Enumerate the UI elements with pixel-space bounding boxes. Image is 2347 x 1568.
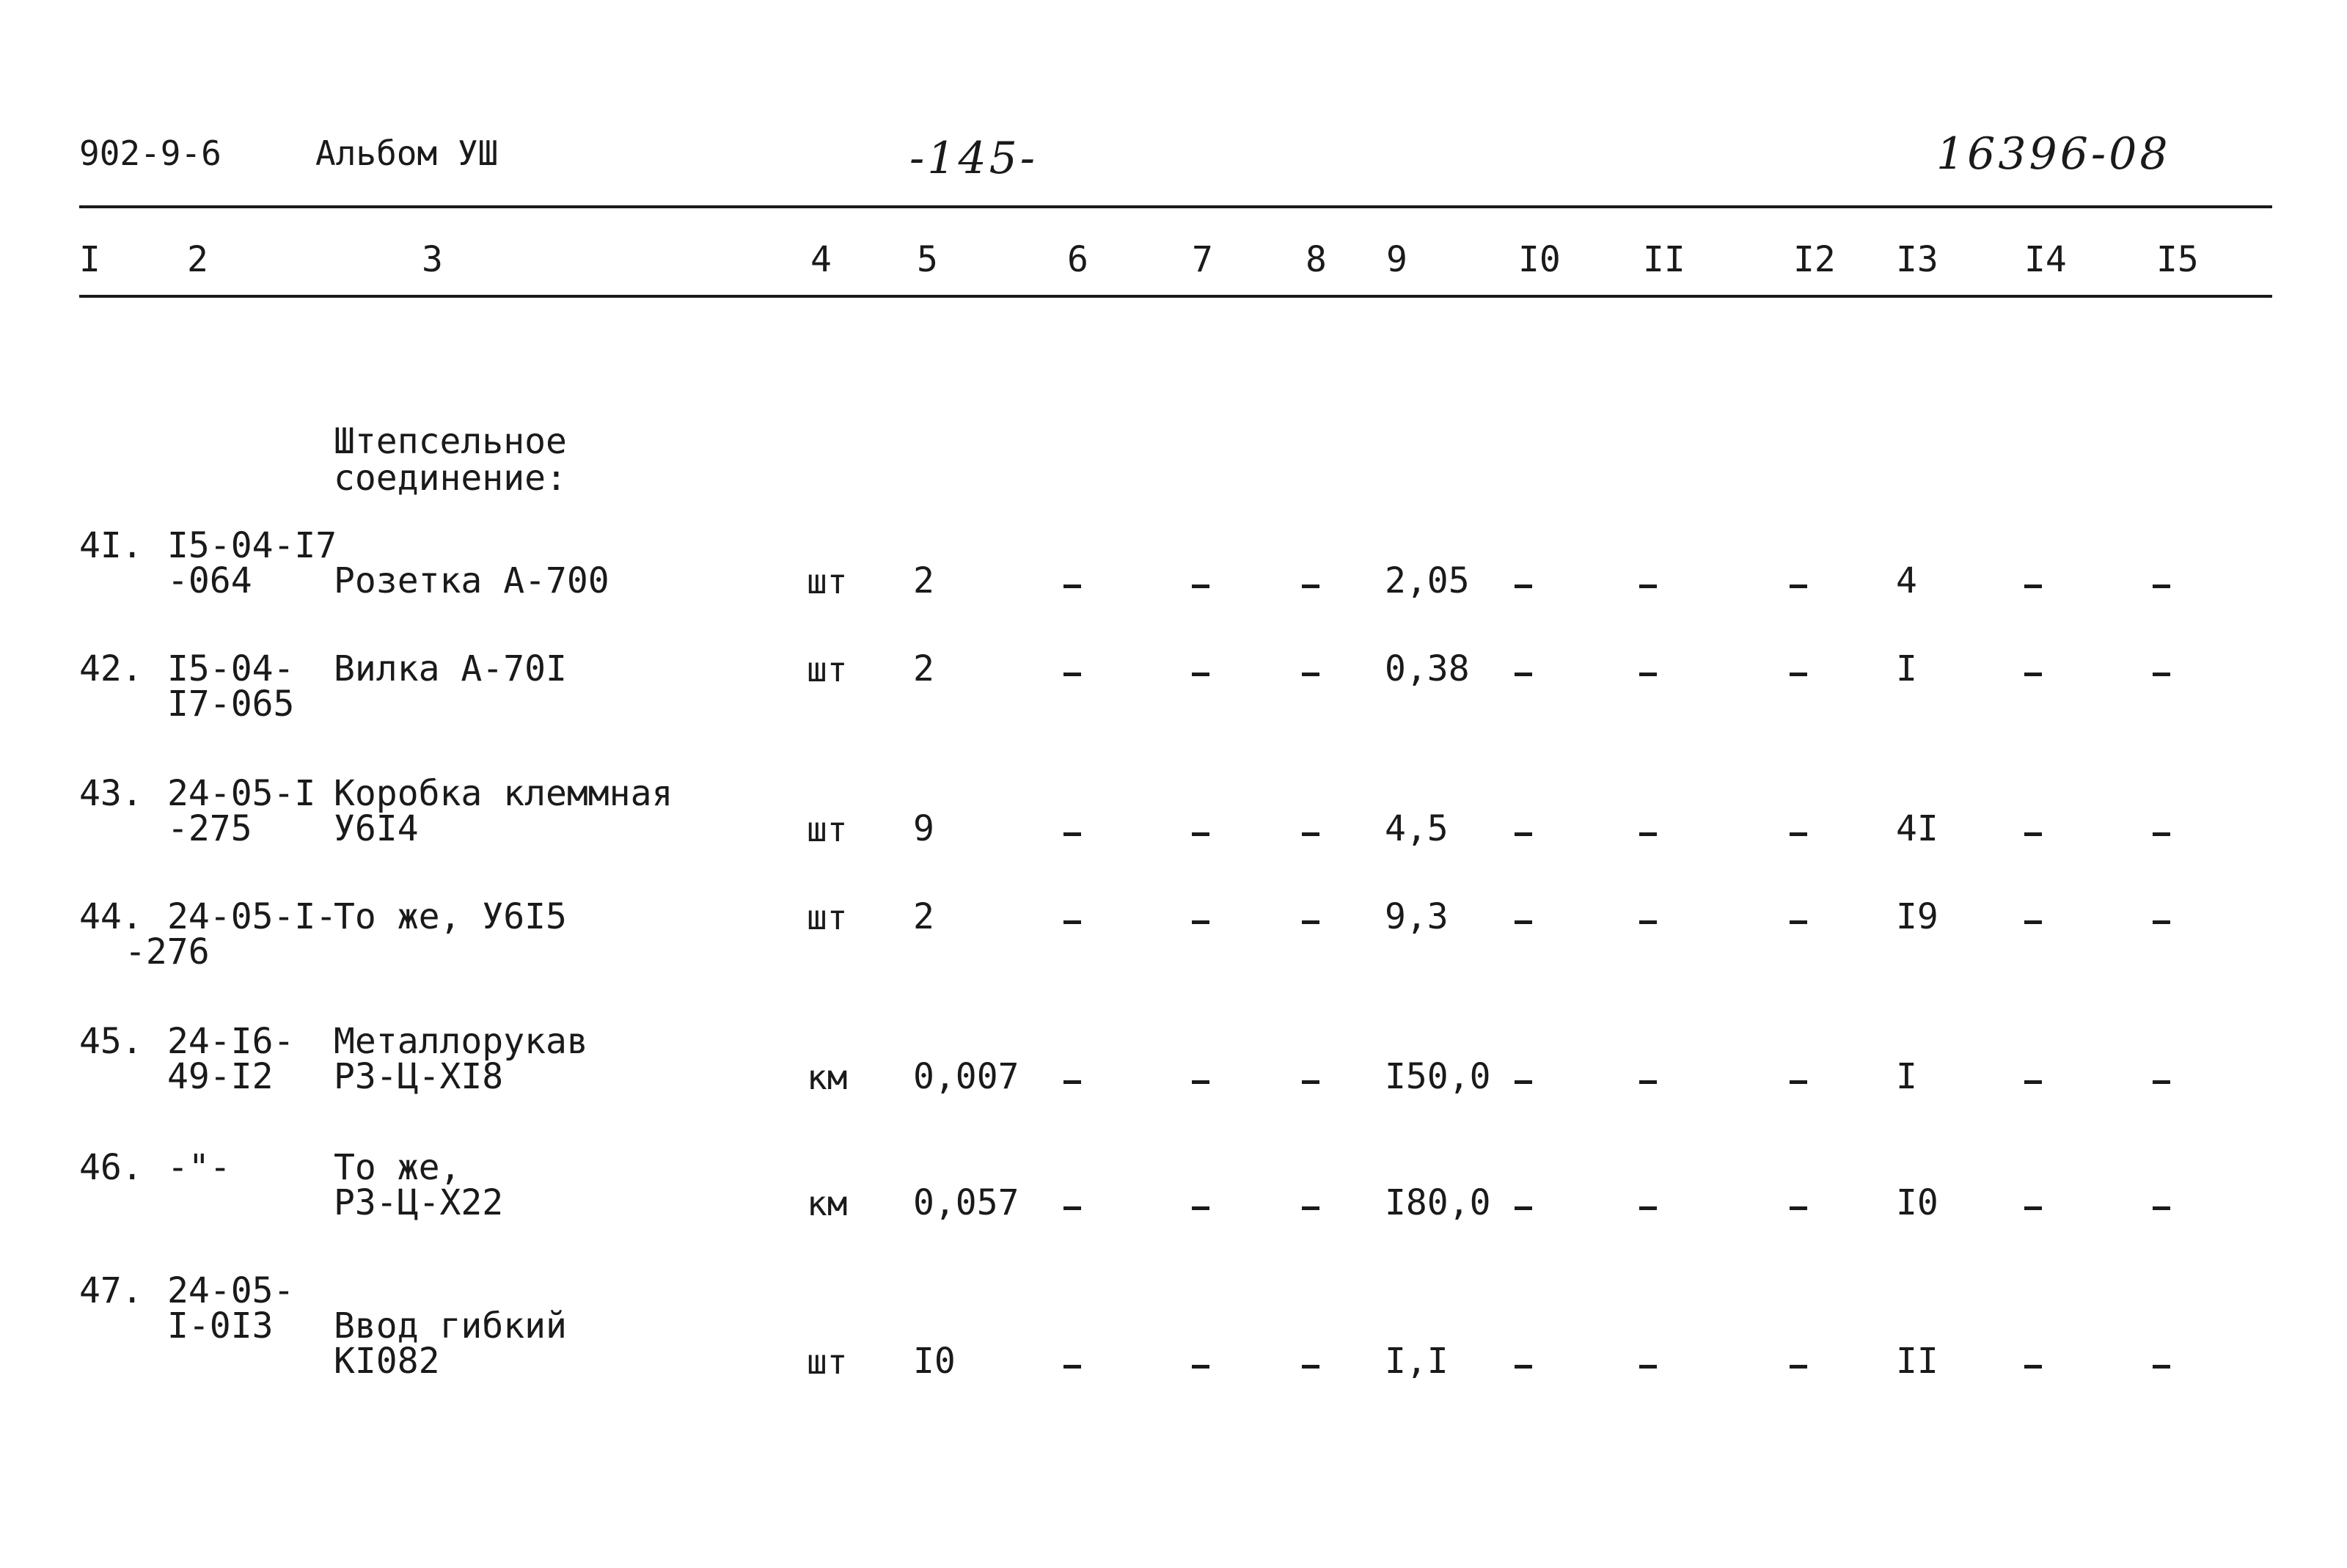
row-code: I-0I3 bbox=[167, 1305, 274, 1347]
header-rule-top bbox=[79, 205, 2272, 208]
row-price: 0,38 bbox=[1385, 648, 1470, 689]
row-number: 46. bbox=[79, 1147, 143, 1188]
row-code: I7-065 bbox=[167, 684, 295, 725]
row-dash bbox=[1063, 1206, 1081, 1210]
album-label: Альбом УШ bbox=[315, 133, 499, 173]
row-name: Ввод гибкий bbox=[334, 1305, 567, 1347]
row-dash bbox=[1790, 1365, 1807, 1369]
column-header: I2 bbox=[1793, 239, 1836, 280]
row-dash bbox=[1063, 1365, 1081, 1369]
row-dash bbox=[1515, 1365, 1532, 1369]
row-quantity: 0,007 bbox=[913, 1056, 1019, 1097]
row-dash bbox=[1063, 585, 1081, 588]
row-dash bbox=[2024, 1365, 2042, 1369]
row-unit: км bbox=[807, 1058, 848, 1097]
row-code: 24-05- bbox=[167, 1270, 295, 1311]
row-dash bbox=[2024, 1206, 2042, 1210]
row-name: Розетка А-700 bbox=[334, 560, 609, 601]
doc-number: 16396-08 bbox=[1936, 128, 2171, 180]
row-dash bbox=[1192, 1080, 1209, 1084]
row-dash bbox=[1515, 920, 1532, 924]
row-dash bbox=[1063, 920, 1081, 924]
row-code: 49-I2 bbox=[167, 1056, 274, 1097]
page-number: -145- bbox=[909, 133, 1039, 184]
row-code: 24-05-I- bbox=[167, 896, 337, 937]
row-price: I50,0 bbox=[1385, 1056, 1491, 1097]
section-title-line2: соединение: bbox=[334, 458, 567, 499]
row-dash bbox=[1639, 1206, 1657, 1210]
column-header: I3 bbox=[1896, 239, 1938, 280]
header-rule-bottom bbox=[79, 295, 2272, 298]
row-dash bbox=[1302, 1365, 1319, 1369]
column-header: I0 bbox=[1518, 239, 1561, 280]
row-dash bbox=[2024, 920, 2042, 924]
row-dash bbox=[1639, 585, 1657, 588]
row-dash bbox=[2153, 1206, 2170, 1210]
row-col13: II bbox=[1896, 1341, 1938, 1382]
column-header: 2 bbox=[187, 239, 208, 280]
row-name: Коробка клеммная bbox=[334, 773, 673, 814]
row-dash bbox=[2153, 1080, 2170, 1084]
column-header: 4 bbox=[810, 239, 832, 280]
row-dash bbox=[1063, 673, 1081, 676]
row-dash bbox=[1063, 1080, 1081, 1084]
row-dash bbox=[1302, 832, 1319, 836]
row-dash bbox=[1790, 1080, 1807, 1084]
row-col13: 4I bbox=[1896, 808, 1938, 849]
row-code: I5-04-I7 bbox=[167, 525, 337, 566]
column-header: 3 bbox=[422, 239, 443, 280]
row-dash bbox=[2153, 920, 2170, 924]
row-number: 44. bbox=[79, 896, 143, 937]
row-dash bbox=[2153, 673, 2170, 676]
row-dash bbox=[1790, 832, 1807, 836]
row-unit: шт bbox=[807, 562, 848, 601]
row-price: I80,0 bbox=[1385, 1182, 1491, 1223]
row-dash bbox=[1192, 673, 1209, 676]
row-quantity: 2 bbox=[913, 648, 934, 689]
column-header: 6 bbox=[1067, 239, 1088, 280]
row-dash bbox=[1302, 585, 1319, 588]
row-dash bbox=[1302, 1206, 1319, 1210]
row-dash bbox=[1790, 1206, 1807, 1210]
row-dash bbox=[2024, 585, 2042, 588]
row-col13: 4 bbox=[1896, 560, 1917, 601]
row-code: -275 bbox=[167, 808, 252, 849]
column-header: 7 bbox=[1192, 239, 1213, 280]
row-name: РЗ-Ц-ХI8 bbox=[334, 1056, 504, 1097]
row-name: То же, У6I5 bbox=[334, 896, 567, 937]
row-col13: I9 bbox=[1896, 896, 1938, 937]
row-dash bbox=[2153, 1365, 2170, 1369]
column-header: 9 bbox=[1386, 239, 1407, 280]
row-number: 43. bbox=[79, 773, 143, 814]
row-dash bbox=[2153, 585, 2170, 588]
row-name: У6I4 bbox=[334, 808, 419, 849]
row-dash bbox=[1515, 1206, 1532, 1210]
row-quantity: 2 bbox=[913, 560, 934, 601]
row-dash bbox=[1192, 1365, 1209, 1369]
row-name: КI082 bbox=[334, 1341, 440, 1382]
row-dash bbox=[1790, 585, 1807, 588]
column-header: I bbox=[79, 239, 100, 280]
row-quantity: I0 bbox=[913, 1341, 956, 1382]
column-header: 5 bbox=[917, 239, 938, 280]
row-unit: км bbox=[807, 1184, 848, 1223]
row-unit: шт bbox=[807, 898, 848, 937]
row-quantity: 0,057 bbox=[913, 1182, 1019, 1223]
doc-code: 902-9-6 bbox=[79, 133, 221, 173]
column-header: I4 bbox=[2024, 239, 2067, 280]
row-code: -"- bbox=[167, 1147, 231, 1188]
row-dash bbox=[2153, 832, 2170, 836]
row-name: Металлорукав bbox=[334, 1021, 588, 1062]
row-quantity: 9 bbox=[913, 808, 934, 849]
column-header: I5 bbox=[2156, 239, 2199, 280]
row-dash bbox=[1302, 1080, 1319, 1084]
row-dash bbox=[1790, 673, 1807, 676]
row-name: То же, bbox=[334, 1147, 461, 1188]
row-dash bbox=[1639, 1365, 1657, 1369]
row-unit: шт bbox=[807, 650, 848, 689]
row-code: 24-05-I bbox=[167, 773, 316, 814]
row-unit: шт bbox=[807, 810, 848, 849]
row-dash bbox=[1515, 832, 1532, 836]
row-price: 4,5 bbox=[1385, 808, 1449, 849]
row-price: 9,3 bbox=[1385, 896, 1449, 937]
row-dash bbox=[2024, 832, 2042, 836]
row-code: 24-I6- bbox=[167, 1021, 295, 1062]
row-dash bbox=[1639, 1080, 1657, 1084]
row-dash bbox=[1639, 832, 1657, 836]
row-number: 4I. bbox=[79, 525, 143, 566]
row-number: 45. bbox=[79, 1021, 143, 1062]
row-name: Вилка А-70I bbox=[334, 648, 567, 689]
row-dash bbox=[1302, 920, 1319, 924]
row-dash bbox=[1515, 585, 1532, 588]
row-dash bbox=[1192, 920, 1209, 924]
row-code: -064 bbox=[167, 560, 252, 601]
row-col13: I bbox=[1896, 1056, 1917, 1097]
row-dash bbox=[2024, 1080, 2042, 1084]
row-dash bbox=[1790, 920, 1807, 924]
column-header: 8 bbox=[1306, 239, 1327, 280]
row-price: 2,05 bbox=[1385, 560, 1470, 601]
row-dash bbox=[2024, 673, 2042, 676]
row-price: I,I bbox=[1385, 1341, 1449, 1382]
column-header: II bbox=[1643, 239, 1685, 280]
row-number: 42. bbox=[79, 648, 143, 689]
row-dash bbox=[1515, 673, 1532, 676]
row-dash bbox=[1192, 1206, 1209, 1210]
row-name: РЗ-Ц-Х22 bbox=[334, 1182, 504, 1223]
row-dash bbox=[1063, 832, 1081, 836]
row-dash bbox=[1192, 585, 1209, 588]
row-dash bbox=[1639, 920, 1657, 924]
row-dash bbox=[1192, 832, 1209, 836]
row-number: 47. bbox=[79, 1270, 143, 1311]
row-dash bbox=[1302, 673, 1319, 676]
row-unit: шт bbox=[807, 1342, 848, 1382]
row-col13: I0 bbox=[1896, 1182, 1938, 1223]
row-dash bbox=[1515, 1080, 1532, 1084]
row-quantity: 2 bbox=[913, 896, 934, 937]
row-code: I5-04- bbox=[167, 648, 295, 689]
row-dash bbox=[1639, 673, 1657, 676]
section-title-line1: Штепсельное bbox=[334, 421, 567, 462]
row-col13: I bbox=[1896, 648, 1917, 689]
row-code: -276 bbox=[125, 931, 210, 972]
